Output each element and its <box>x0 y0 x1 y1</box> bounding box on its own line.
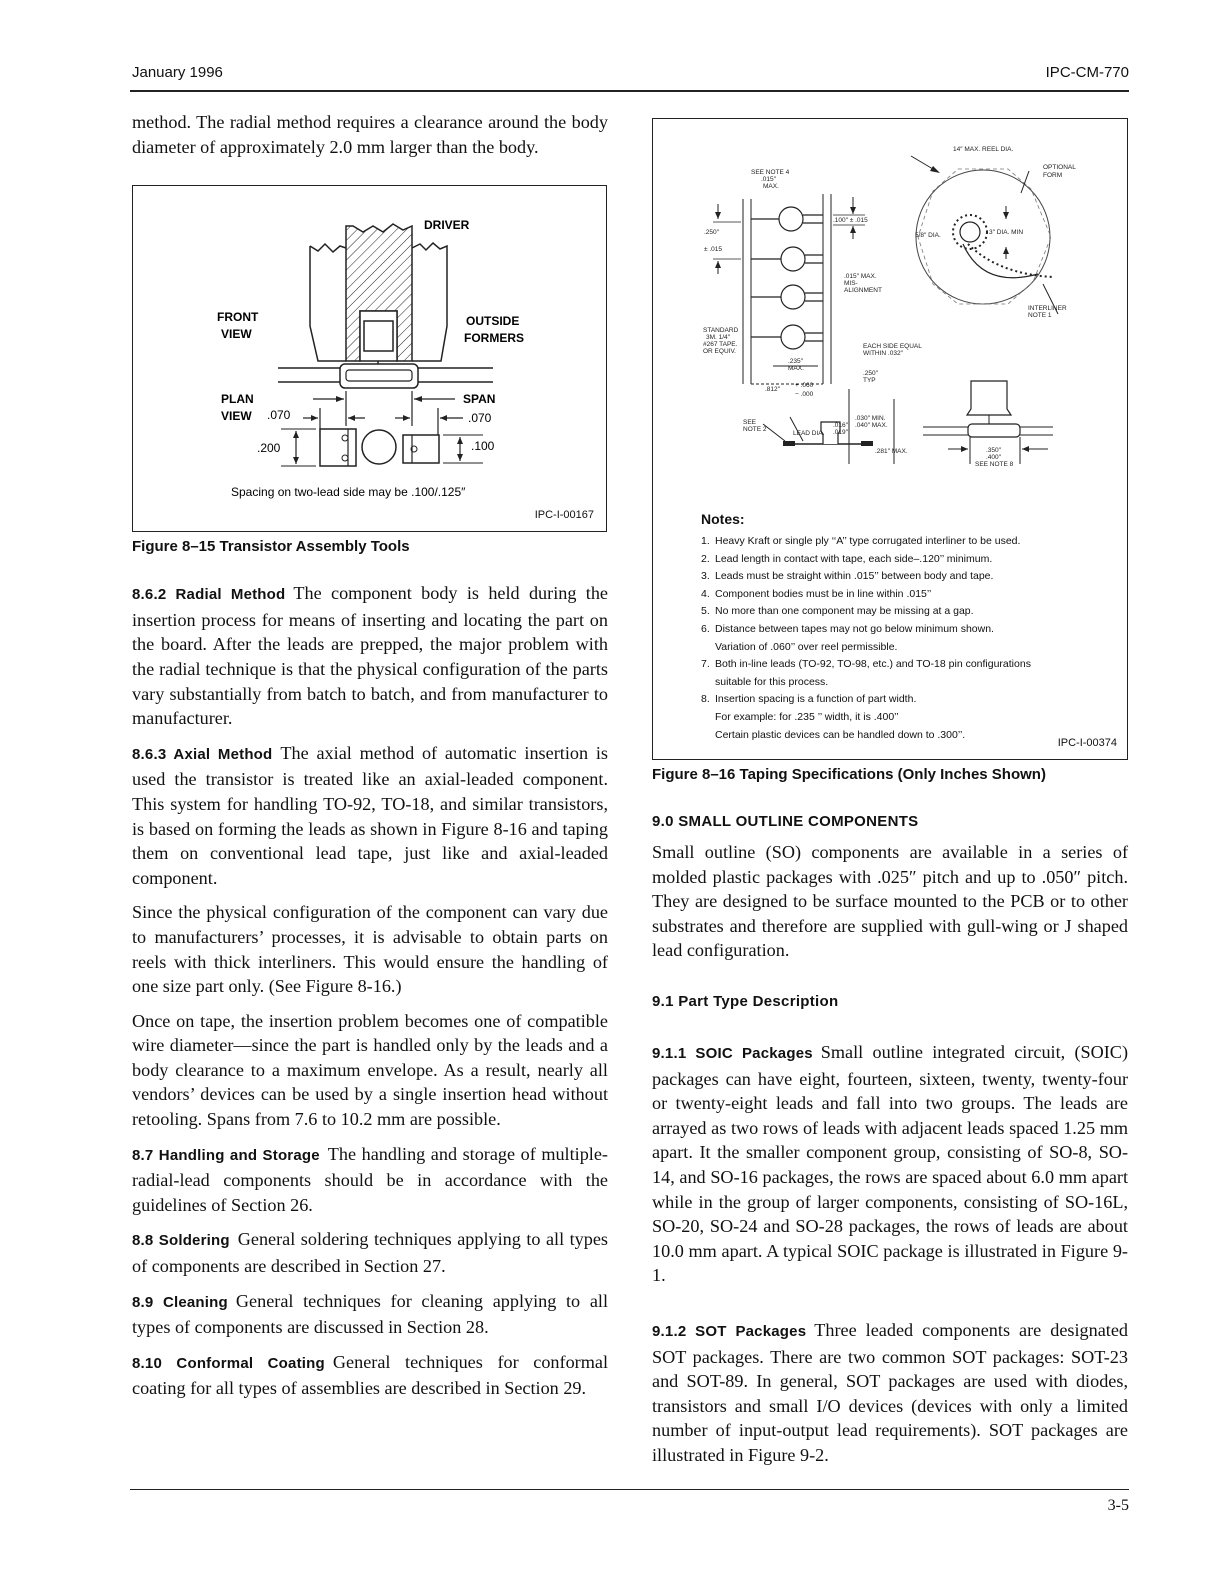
header-date: January 1996 <box>132 64 223 81</box>
header-rule <box>130 90 1129 92</box>
label-plan-view: VIEW <box>221 409 252 424</box>
note-text: Insertion spacing is a function of part width. <box>715 693 917 706</box>
label-pm015: ± .015 <box>704 246 723 253</box>
label-dim-200: .200 <box>257 441 281 456</box>
section-heading: 8.6.3 Axial Method <box>132 745 273 763</box>
label-250-typ: .250″ <box>863 370 878 377</box>
label-235-max: MAX. <box>788 365 804 372</box>
note-8-cont-1: For example: for .235 ’’ width, it is .400’’ <box>715 710 899 723</box>
label-misalign: .015″ MAX. <box>844 273 877 280</box>
section-heading: 8.10 Conformal Coating <box>132 1354 325 1372</box>
left-column <box>132 110 608 1411</box>
label-optional: OPTIONAL <box>1043 164 1076 171</box>
label-view: VIEW <box>221 327 252 342</box>
note-text: Distance between tapes may not go below minimum shown. <box>715 622 994 635</box>
label-hub-dia: 5/8″ DIA. <box>915 232 941 239</box>
section-8-8 <box>132 1227 608 1278</box>
label-standard: STANDARD <box>703 327 739 334</box>
page-number: 3-5 <box>1107 1497 1129 1514</box>
note-3 <box>701 568 1031 586</box>
label-plan: PLAN <box>221 392 254 407</box>
label-driver: DRIVER <box>424 218 470 233</box>
label-reel-dia: 14″ MAX. REEL DIA. <box>953 146 1014 153</box>
label-plus-060: + .060 <box>795 382 814 389</box>
note-num: 4. <box>701 587 710 600</box>
label-within: WITHIN .032″ <box>863 350 903 357</box>
label-each-side: EACH SIDE EQUAL <box>863 343 922 350</box>
label-form: FORM <box>1043 172 1063 179</box>
section-text: General soldering techniques applying to all types of components are described in Section 27. <box>132 1229 608 1277</box>
figure-8-15 <box>132 185 608 555</box>
figure-notes <box>701 511 1031 744</box>
label-alignment: ALIGNMENT <box>844 287 882 294</box>
figure-8-16 <box>652 118 1128 783</box>
section-heading: 8.7 Handling and Storage <box>132 1146 320 1164</box>
intro-paragraph: method. The radial method requires a clearance around the body diameter of approximately 2.0 mm larger than the body. <box>132 112 608 157</box>
note-text: Heavy Kraft or single ply ‘‘A’’ type corrugated interliner to be used. <box>715 535 1021 547</box>
label-235: .235″ <box>788 358 803 365</box>
section-heading: 9.1.2 SOT Packages <box>652 1322 807 1340</box>
figure-8-15-id: IPC-I-00167 <box>534 509 594 522</box>
section-9-1-1 <box>652 1040 1128 1288</box>
note-8 <box>701 691 1031 709</box>
label-spacing-note: Spacing on two-lead side may be .100/.125″ <box>231 485 466 500</box>
note-2 <box>701 551 1031 569</box>
note-1 <box>701 533 1031 551</box>
label-see-note-8: SEE NOTE 8 <box>975 461 1014 468</box>
section-9-1-2 <box>652 1318 1128 1468</box>
label-dia-min: 3″ DIA. MIN <box>989 229 1024 236</box>
note-4 <box>701 586 1031 604</box>
label-minus-000: − .000 <box>795 391 814 398</box>
label-015: .015″ <box>761 176 776 183</box>
section-text: General techniques for conformal coating for all types of assemblies are described in Section 29. <box>132 1351 608 1399</box>
section-heading: 9.1.1 SOIC Packages <box>652 1044 813 1062</box>
label-outside: OUTSIDE <box>466 314 520 329</box>
label-lead-dia: LEAD DIA. <box>793 430 825 437</box>
section-text: Small outline integrated circuit, (SOIC) packages can have eight, fourteen, sixteen, twenty, twenty-four or twenty-eight leads and fall into two groups. The leads are arrayed as two rows of leads with adjacent leads spaced 1.25 mm apart. It the smaller component group, consisting of SO-8, SO-14, and SO-16 packages, the rows are spaced about 6.0 mm apart while in the group of larger components, consisting of SO-16L, SO-20, SO-24 and SO-28 packages, the rows of leads are about 10.0 mm apart. A typical SOIC package is illustrated in Figure 9-1. <box>652 1041 1128 1286</box>
note-text: Component bodies must be in line within .015’’ <box>715 587 932 600</box>
right-column <box>652 118 1128 1477</box>
figure-8-16-caption: Figure 8–16 Taping Specifications (Only Inches Shown) <box>652 766 1046 783</box>
note-text: No more than one component may be missing at a gap. <box>715 605 974 618</box>
figure-8-16-id: IPC-I-00374 <box>1057 737 1117 749</box>
paragraph: Once on tape, the insertion problem becomes one of compatible wire diameter—since the part is handled only by the leads and a body clearance to a maximum envelope. As a result, nearly all vendors’ devices can be used by a single insertion head without retooling. Spans from 7.6 to 10.2 mm are possible. <box>132 1010 608 1130</box>
label-040: .040″ MAX. <box>855 422 888 429</box>
note-num: 6. <box>701 622 710 635</box>
figure-8-15-frame <box>132 185 607 532</box>
label-typ: TYP <box>863 377 876 384</box>
note-6-cont: Variation of .060’’ over reel permissible. <box>715 640 898 653</box>
section-8-10 <box>132 1350 608 1401</box>
transistor-assembly-tools-diagram <box>133 186 606 531</box>
section-heading: 8.8 Soldering <box>132 1232 230 1250</box>
note-text: Lead length in contact with tape, each side–.120’’ minimum. <box>715 552 993 565</box>
note-num: 3. <box>701 570 710 583</box>
label-250: .250″ <box>704 229 719 236</box>
section-text: The axial method of automatic insertion is used the transistor is treated like an axial-leaded component. This system for handling TO-92, TO-18, and similar transistors, is based on forming the leads as shown in Figure 8-16 and taping them on conventional lead tape, just like and axial-leaded component. <box>132 742 608 888</box>
paragraph: Since the physical configuration of the component can vary due to manufacturers’ processes, it is advisable to obtain parts on reels with thick interliners. This would ensure the handling of one size part only. (See Figure 8-16.) <box>132 902 608 997</box>
section-text: The component body is held during the insertion process for means of inserting and locating the part on the board. After the leads are prepped, the major problem with the radial technique is that the physical configuration of the parts vary substantially from batch to batch, and from manufacturer to manufacturer. <box>132 583 608 729</box>
label-note-1: NOTE 1 <box>1028 312 1052 319</box>
note-num: 8. <box>701 693 710 706</box>
label-100-015: .100″ ± .015 <box>833 217 868 224</box>
label-016: .016″ <box>833 422 848 429</box>
header-doc-id: IPC-CM-770 <box>1045 64 1129 81</box>
section-text: The handling and storage of multiple-radial-lead components should be in accordance with the guidelines of Section 26. <box>132 1143 608 1215</box>
label-dim-100: .100 <box>471 439 495 454</box>
note-num: 5. <box>701 605 710 618</box>
note-text: Leads must be straight within .015’’ between body and tape. <box>715 570 994 583</box>
label-400: .400″ <box>986 454 1001 461</box>
label-267-tape: #267 TAPE. <box>703 341 738 348</box>
label-dim-left: .070 <box>267 408 291 423</box>
notes-title: Notes: <box>701 511 745 527</box>
footer-rule <box>130 1489 1129 1490</box>
section-9-1-heading: 9.1 Part Type Description <box>652 992 839 1010</box>
label-mis: MIS- <box>844 280 858 287</box>
label-3m: 3M. 1/4″ <box>706 334 730 341</box>
section-8-6-2 <box>132 581 608 731</box>
note-6 <box>701 621 1031 639</box>
section-text: Three leaded components are designated SOT packages. There are two common SOT packages: SOT-23 and SOT-89. In general, SOT packages are used with diodes, transistors and small I/O devices (devices with only a limited number of input-output lead requirements). SOT packages are illustrated in Figure 9-2. <box>652 1319 1128 1465</box>
note-num: 1. <box>701 535 710 547</box>
label-dim-right: .070 <box>468 411 492 426</box>
note-text: Both in-line leads (TO-92, TO-98, etc.) and TO-18 pin configurations <box>715 658 1031 671</box>
figure-8-16-frame <box>652 118 1128 760</box>
label-350: .350″ <box>986 447 1001 454</box>
label-281: .281″ MAX. <box>875 448 908 455</box>
section-8-7 <box>132 1142 608 1218</box>
label-interliner: INTERLINER <box>1028 305 1067 312</box>
label-see: SEE <box>743 419 757 426</box>
label-span: SPAN <box>463 392 496 407</box>
label-or-equiv: OR EQUIV. <box>703 348 736 355</box>
note-7-cont: suitable for this process. <box>715 675 829 688</box>
section-9-0-text: Small outline (SO) components are available in a series of molded plastic packages with .025″ pitch and up to .050″ pitch. They are designed to be surface mounted to the PCB or to other substrates and therefore are supplied with gull-wing or J shaped lead configuration. <box>652 842 1128 961</box>
label-812: .812″ <box>765 386 780 393</box>
section-heading: 8.6.2 Radial Method <box>132 586 286 604</box>
label-front: FRONT <box>217 310 259 325</box>
section-text: General techniques for cleaning applying to all types of components are discussed in Section 28. <box>132 1290 608 1338</box>
label-019: .019″ <box>833 429 848 436</box>
section-9-0-heading: 9.0 SMALL OUTLINE COMPONENTS <box>652 813 919 830</box>
taping-specifications-diagram <box>653 119 1127 509</box>
note-5 <box>701 603 1031 621</box>
label-030: .030″ MIN. <box>855 415 886 422</box>
note-8-cont-2: Certain plastic devices can be handled down to .300’’. <box>715 728 966 741</box>
section-8-6-3 <box>132 741 608 891</box>
section-heading: 8.9 Cleaning <box>132 1293 228 1311</box>
note-7 <box>701 656 1031 674</box>
figure-8-15-caption: Figure 8–15 Transistor Assembly Tools <box>132 538 410 556</box>
label-note-2: NOTE 2 <box>743 426 767 433</box>
label-formers: FORMERS <box>464 331 524 346</box>
note-num: 7. <box>701 658 710 671</box>
label-max: MAX. <box>763 183 779 190</box>
note-num: 2. <box>701 552 710 565</box>
section-8-9 <box>132 1289 608 1340</box>
label-see-note-4: SEE NOTE 4 <box>751 169 790 176</box>
